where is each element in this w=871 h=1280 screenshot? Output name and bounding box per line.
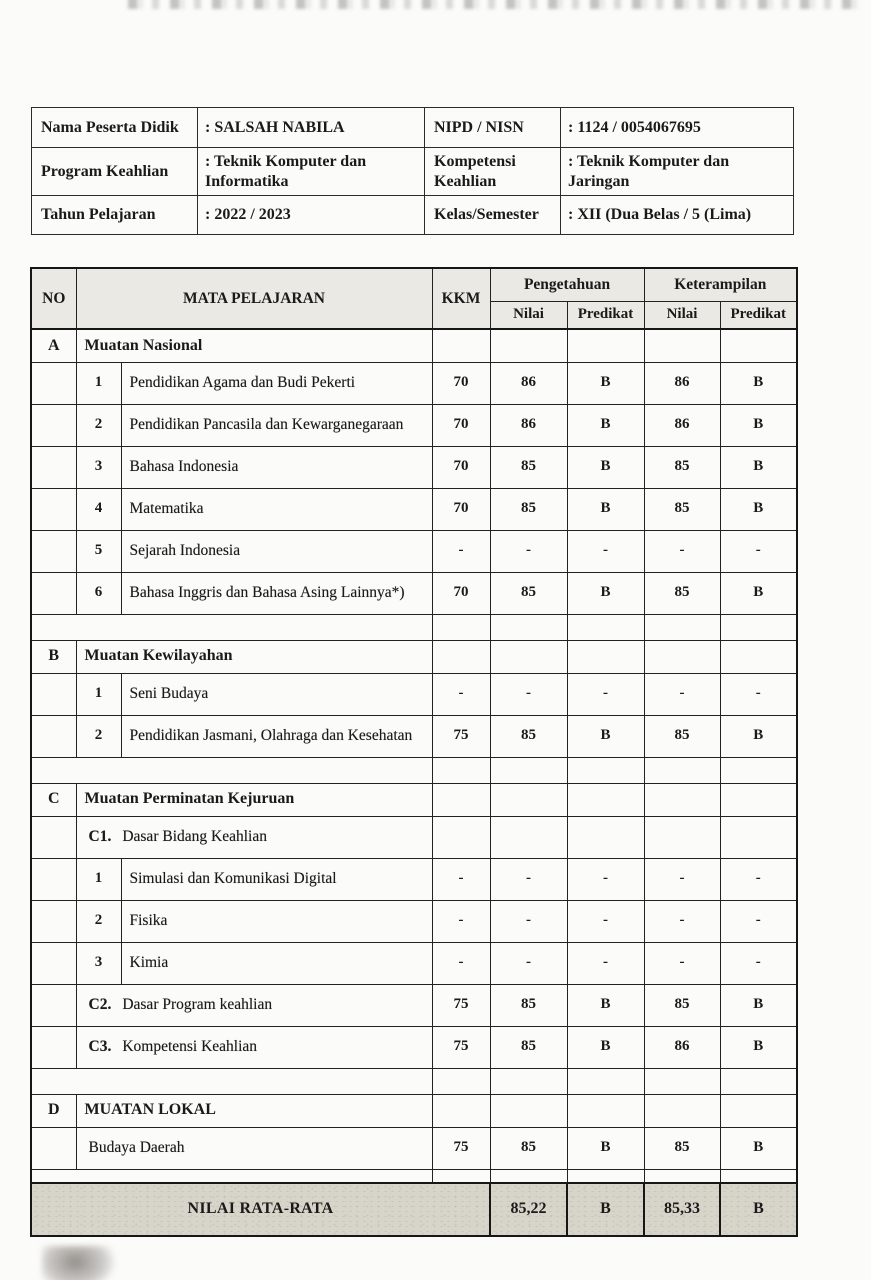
pengetahuan-predikat-cell: B <box>567 715 644 757</box>
grade-row-group <box>31 1026 797 1068</box>
keterampilan-predikat-cell: - <box>720 900 797 942</box>
keterampilan-nilai-cell: 85 <box>644 488 720 530</box>
grade-row-section <box>31 783 797 816</box>
pengetahuan-predikat-cell: B <box>567 362 644 404</box>
student-info-table <box>31 107 794 235</box>
keterampilan-nilai-cell <box>644 1068 720 1094</box>
group-title: Budaya Daerah <box>88 1139 185 1157</box>
pengetahuan-nilai-cell: - <box>490 900 567 942</box>
kkm-cell <box>432 1094 490 1127</box>
subject-name: Bahasa Indonesia <box>121 446 432 488</box>
subject-number: 1 <box>76 858 121 900</box>
subject-name: Sejarah Indonesia <box>121 530 432 572</box>
separator-span <box>31 1068 432 1094</box>
kkm-cell <box>432 757 490 783</box>
row-spacer <box>31 984 76 1026</box>
col-header-subject: MATA PELAJARAN <box>76 268 432 329</box>
row-spacer <box>31 715 76 757</box>
subject-number: 5 <box>76 530 121 572</box>
pengetahuan-predikat-cell: B <box>567 404 644 446</box>
subject-name: Bahasa Inggris dan Bahasa Asing Lainnya*) <box>121 572 432 614</box>
pengetahuan-nilai-cell <box>490 1169 567 1183</box>
grade-row-subject <box>31 572 797 614</box>
grades-header <box>31 268 797 329</box>
student-info-body <box>32 108 794 235</box>
pengetahuan-predikat-cell <box>567 1094 644 1127</box>
pengetahuan-predikat-cell: - <box>567 858 644 900</box>
grade-row-subject <box>31 446 797 488</box>
keterampilan-predikat-cell: B <box>720 715 797 757</box>
separator-span <box>31 614 432 640</box>
kelas-semester-value: : XII (Dua Belas / 5 (Lima) <box>561 196 794 235</box>
pengetahuan-nilai-cell <box>490 783 567 816</box>
pengetahuan-nilai-cell: 85 <box>490 715 567 757</box>
kkm-cell: - <box>432 858 490 900</box>
kkm-cell: 70 <box>432 572 490 614</box>
grade-row-sep <box>31 1068 797 1094</box>
group-title: Dasar Bidang Keahlian <box>122 828 267 846</box>
grade-row-section <box>31 329 797 362</box>
row-spacer <box>31 858 76 900</box>
group-title: Dasar Program keahlian <box>122 996 273 1014</box>
section-title: MUATAN LOKAL <box>76 1094 432 1127</box>
keterampilan-nilai-cell: - <box>644 673 720 715</box>
row-spacer <box>31 572 76 614</box>
keterampilan-predikat-cell: - <box>720 673 797 715</box>
pengetahuan-nilai-cell <box>490 640 567 673</box>
subject-name: Fisika <box>121 900 432 942</box>
kkm-cell: - <box>432 942 490 984</box>
grade-row-subject <box>31 530 797 572</box>
keterampilan-nilai-cell: 85 <box>644 1127 720 1169</box>
keterampilan-nilai-cell: 86 <box>644 362 720 404</box>
section-letter: B <box>31 640 76 673</box>
keterampilan-nilai-cell: - <box>644 530 720 572</box>
group-label <box>76 1127 432 1169</box>
pengetahuan-nilai-cell: - <box>490 673 567 715</box>
subject-number: 3 <box>76 446 121 488</box>
average-label: NILAI RATA-RATA <box>31 1183 490 1236</box>
grade-row-group <box>31 1127 797 1169</box>
kkm-cell <box>432 783 490 816</box>
kkm-cell: - <box>432 530 490 572</box>
keterampilan-nilai-cell <box>644 1169 720 1183</box>
pengetahuan-nilai-cell: 86 <box>490 362 567 404</box>
grade-row-subject <box>31 942 797 984</box>
subject-number: 6 <box>76 572 121 614</box>
grade-row-subject <box>31 858 797 900</box>
grade-row-subject <box>31 673 797 715</box>
grade-row-sep <box>31 757 797 783</box>
pengetahuan-nilai-cell: 85 <box>490 446 567 488</box>
group-label <box>76 816 432 858</box>
keterampilan-predikat-cell: - <box>720 942 797 984</box>
group-prefix: C2. <box>88 996 112 1014</box>
kkm-cell: 75 <box>432 984 490 1026</box>
keterampilan-predikat-cell: B <box>720 404 797 446</box>
kompetensi-keahlian-label: Kompetensi Keahlian <box>425 148 561 196</box>
grade-row-subject <box>31 715 797 757</box>
subject-number: 1 <box>76 673 121 715</box>
row-spacer <box>31 404 76 446</box>
keterampilan-nilai-cell <box>644 1094 720 1127</box>
pengetahuan-predikat-cell: - <box>567 673 644 715</box>
pengetahuan-nilai-cell: 85 <box>490 488 567 530</box>
pengetahuan-nilai-cell: 85 <box>490 1127 567 1169</box>
section-letter: C <box>31 783 76 816</box>
group-prefix: C3. <box>88 1038 112 1056</box>
subject-number: 2 <box>76 900 121 942</box>
pengetahuan-nilai-cell <box>490 1068 567 1094</box>
section-title: Muatan Kewilayahan <box>76 640 432 673</box>
keterampilan-nilai-cell: - <box>644 858 720 900</box>
subject-name: Pendidikan Agama dan Budi Pekerti <box>121 362 432 404</box>
pengetahuan-predikat-cell: B <box>567 572 644 614</box>
keterampilan-predikat-cell: B <box>720 488 797 530</box>
keterampilan-nilai-cell: 86 <box>644 1026 720 1068</box>
pengetahuan-nilai-cell: - <box>490 858 567 900</box>
subject-name: Seni Budaya <box>121 673 432 715</box>
kkm-cell <box>432 614 490 640</box>
tahun-pelajaran-value: : 2022 / 2023 <box>198 196 425 235</box>
section-letter: A <box>31 329 76 362</box>
pengetahuan-predikat-cell: - <box>567 942 644 984</box>
col-header-keterampilan: Keterampilan <box>644 268 797 301</box>
keterampilan-predikat-cell: B <box>720 984 797 1026</box>
row-spacer <box>31 900 76 942</box>
average-pengetahuan-predikat: B <box>567 1183 644 1236</box>
group-prefix: C1. <box>88 828 112 846</box>
kkm-cell: - <box>432 673 490 715</box>
subject-name: Pendidikan Pancasila dan Kewarganegaraan <box>121 404 432 446</box>
separator-span <box>31 1169 432 1183</box>
subject-number: 2 <box>76 715 121 757</box>
grade-row-sep <box>31 1169 797 1183</box>
tahun-pelajaran-label: Tahun Pelajaran <box>32 196 198 235</box>
keterampilan-nilai-cell <box>644 816 720 858</box>
group-label <box>76 984 432 1026</box>
program-keahlian-label: Program Keahlian <box>32 148 198 196</box>
grades-header-row-1 <box>31 268 797 301</box>
pengetahuan-predikat-cell <box>567 816 644 858</box>
pengetahuan-nilai-cell <box>490 614 567 640</box>
pengetahuan-predikat-cell: B <box>567 1026 644 1068</box>
keterampilan-predikat-cell: B <box>720 446 797 488</box>
subject-name: Kimia <box>121 942 432 984</box>
col-header-keterampilan-predikat: Predikat <box>720 301 797 329</box>
grade-row-sep <box>31 614 797 640</box>
average-keterampilan-predikat: B <box>720 1183 797 1236</box>
nipd-nisn-value: : 1124 / 0054067695 <box>561 108 794 148</box>
keterampilan-nilai-cell: 85 <box>644 572 720 614</box>
keterampilan-predikat-cell: B <box>720 1127 797 1169</box>
pengetahuan-nilai-cell: 85 <box>490 984 567 1026</box>
grades-table <box>30 267 798 1237</box>
keterampilan-nilai-cell: 85 <box>644 715 720 757</box>
name-value: : SALSAH NABILA <box>198 108 425 148</box>
col-header-keterampilan-nilai: Nilai <box>644 301 720 329</box>
pengetahuan-predikat-cell <box>567 1169 644 1183</box>
row-spacer <box>31 488 76 530</box>
grade-row-group <box>31 984 797 1026</box>
keterampilan-predikat-cell <box>720 783 797 816</box>
keterampilan-nilai-cell: 86 <box>644 404 720 446</box>
pengetahuan-nilai-cell: - <box>490 942 567 984</box>
kkm-cell: - <box>432 900 490 942</box>
grade-row-subject <box>31 488 797 530</box>
pengetahuan-nilai-cell <box>490 816 567 858</box>
keterampilan-predikat-cell <box>720 816 797 858</box>
keterampilan-predikat-cell <box>720 757 797 783</box>
keterampilan-nilai-cell: 85 <box>644 446 720 488</box>
subject-name: Pendidikan Jasmani, Olahraga dan Kesehatan <box>121 715 432 757</box>
keterampilan-predikat-cell <box>720 1068 797 1094</box>
grade-row-group <box>31 816 797 858</box>
pengetahuan-predikat-cell <box>567 614 644 640</box>
kkm-cell <box>432 816 490 858</box>
row-spacer <box>31 446 76 488</box>
subject-name: Matematika <box>121 488 432 530</box>
info-row-program <box>32 148 794 196</box>
row-spacer <box>31 673 76 715</box>
keterampilan-predikat-cell: - <box>720 858 797 900</box>
keterampilan-predikat-cell <box>720 640 797 673</box>
kompetensi-keahlian-value: : Teknik Komputer dan Jaringan <box>561 148 794 196</box>
average-pengetahuan-nilai: 85,22 <box>490 1183 567 1236</box>
scan-top-cutoff-text <box>128 0 860 9</box>
pengetahuan-predikat-cell <box>567 329 644 362</box>
keterampilan-nilai-cell <box>644 640 720 673</box>
name-label: Nama Peserta Didik <box>32 108 198 148</box>
separator-span <box>31 757 432 783</box>
row-spacer <box>31 816 76 858</box>
subject-number: 4 <box>76 488 121 530</box>
kkm-cell <box>432 329 490 362</box>
pengetahuan-nilai-cell <box>490 329 567 362</box>
grades-table-wrapper <box>30 267 796 1237</box>
subject-number: 3 <box>76 942 121 984</box>
grades-footer <box>31 1183 797 1236</box>
grade-row-subject <box>31 362 797 404</box>
pengetahuan-nilai-cell <box>490 1094 567 1127</box>
pengetahuan-predikat-cell: - <box>567 530 644 572</box>
grade-row-section <box>31 1094 797 1127</box>
pengetahuan-nilai-cell: 86 <box>490 404 567 446</box>
grades-body <box>31 329 797 1183</box>
keterampilan-predikat-cell: B <box>720 362 797 404</box>
col-header-pengetahuan-predikat: Predikat <box>567 301 644 329</box>
row-spacer <box>31 530 76 572</box>
row-spacer <box>31 1127 76 1169</box>
pengetahuan-predikat-cell <box>567 640 644 673</box>
info-row-tahun <box>32 196 794 235</box>
pengetahuan-predikat-cell: - <box>567 900 644 942</box>
keterampilan-predikat-cell: B <box>720 1026 797 1068</box>
subject-name: Simulasi dan Komunikasi Digital <box>121 858 432 900</box>
pengetahuan-nilai-cell: 85 <box>490 1026 567 1068</box>
keterampilan-predikat-cell <box>720 1094 797 1127</box>
group-title: Kompetensi Keahlian <box>122 1038 258 1056</box>
keterampilan-predikat-cell: B <box>720 572 797 614</box>
kkm-cell: 70 <box>432 404 490 446</box>
row-spacer <box>31 362 76 404</box>
pengetahuan-predikat-cell <box>567 757 644 783</box>
section-title: Muatan Nasional <box>76 329 432 362</box>
pengetahuan-nilai-cell: 85 <box>490 572 567 614</box>
kkm-cell: 75 <box>432 715 490 757</box>
kkm-cell: 75 <box>432 1127 490 1169</box>
section-title: Muatan Perminatan Kejuruan <box>76 783 432 816</box>
col-header-pengetahuan: Pengetahuan <box>490 268 644 301</box>
kkm-cell: 70 <box>432 488 490 530</box>
grade-row-subject <box>31 404 797 446</box>
kkm-cell <box>432 1169 490 1183</box>
kkm-cell <box>432 640 490 673</box>
keterampilan-nilai-cell: 85 <box>644 984 720 1026</box>
pengetahuan-predikat-cell: B <box>567 488 644 530</box>
average-keterampilan-nilai: 85,33 <box>644 1183 720 1236</box>
pengetahuan-nilai-cell <box>490 757 567 783</box>
subject-number: 2 <box>76 404 121 446</box>
row-spacer <box>31 1026 76 1068</box>
keterampilan-nilai-cell: - <box>644 900 720 942</box>
keterampilan-nilai-cell <box>644 329 720 362</box>
section-letter: D <box>31 1094 76 1127</box>
keterampilan-nilai-cell <box>644 757 720 783</box>
keterampilan-predikat-cell <box>720 329 797 362</box>
row-spacer <box>31 942 76 984</box>
pengetahuan-predikat-cell <box>567 783 644 816</box>
average-row <box>31 1183 797 1236</box>
nipd-nisn-label: NIPD / NISN <box>425 108 561 148</box>
keterampilan-nilai-cell <box>644 614 720 640</box>
keterampilan-nilai-cell: - <box>644 942 720 984</box>
col-header-pengetahuan-nilai: Nilai <box>490 301 567 329</box>
keterampilan-predikat-cell <box>720 614 797 640</box>
grade-row-subject <box>31 900 797 942</box>
kkm-cell: 70 <box>432 446 490 488</box>
info-row-name <box>32 108 794 148</box>
pengetahuan-predikat-cell: B <box>567 984 644 1026</box>
group-label <box>76 1026 432 1068</box>
kelas-semester-label: Kelas/Semester <box>425 196 561 235</box>
scan-corner-shadow <box>42 1246 116 1280</box>
pengetahuan-predikat-cell: B <box>567 446 644 488</box>
keterampilan-nilai-cell <box>644 783 720 816</box>
program-keahlian-value: : Teknik Komputer dan Informatika <box>198 148 425 196</box>
pengetahuan-predikat-cell: B <box>567 1127 644 1169</box>
kkm-cell: 75 <box>432 1026 490 1068</box>
grade-row-section <box>31 640 797 673</box>
col-header-kkm: KKM <box>432 268 490 329</box>
pengetahuan-predikat-cell <box>567 1068 644 1094</box>
kkm-cell <box>432 1068 490 1094</box>
keterampilan-predikat-cell: - <box>720 530 797 572</box>
kkm-cell: 70 <box>432 362 490 404</box>
subject-number: 1 <box>76 362 121 404</box>
keterampilan-predikat-cell <box>720 1169 797 1183</box>
col-header-no: NO <box>31 268 76 329</box>
pengetahuan-nilai-cell: - <box>490 530 567 572</box>
